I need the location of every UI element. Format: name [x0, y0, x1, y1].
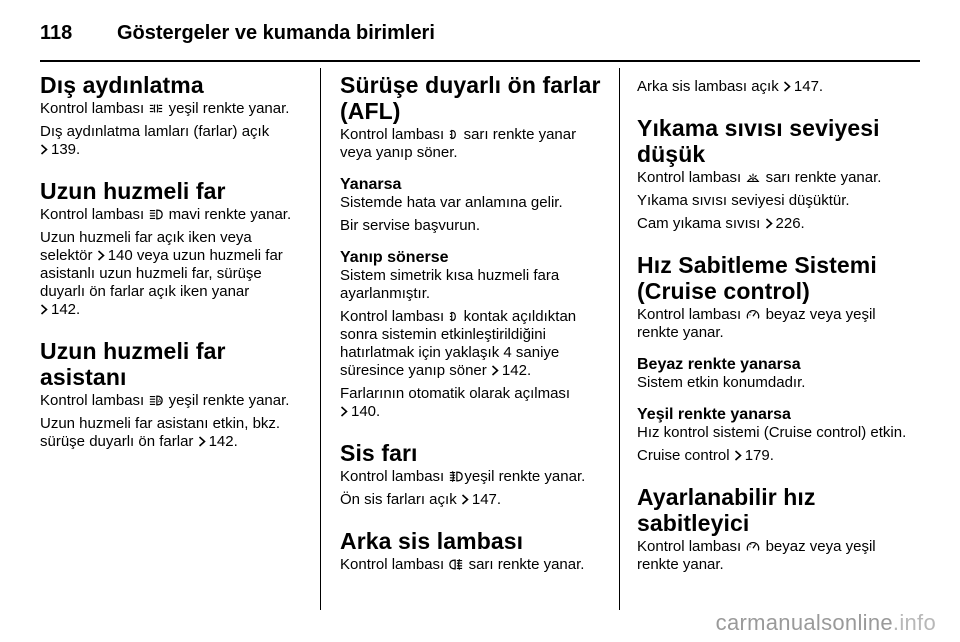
page-reference-arrow-icon — [765, 218, 773, 229]
page-reference-arrow-icon — [783, 81, 791, 92]
page-reference-arrow-icon — [340, 406, 348, 417]
section-heading: Uzun huzmeli far — [40, 178, 226, 204]
page-reference-arrow-icon — [40, 144, 48, 155]
column-1 — [40, 72, 308, 456]
paragraph: Sistem simetrik kısa huzmeli fara ayarlanmıştır. — [340, 267, 560, 302]
washer-fluid-icon — [746, 171, 760, 184]
paragraph: Uzun huzmeli far asistanı etkin, bkz. sürüşe duyarlı ön farlar 142. — [40, 415, 281, 450]
paragraph: Bir servise başvurun. — [340, 217, 481, 234]
paragraph: Yıkama sıvısı seviyesi düşüktür. — [637, 192, 850, 209]
section-heading: Arka sis lambası — [340, 528, 524, 554]
rear-fog-light-icon — [449, 558, 463, 571]
page-reference-arrow-icon — [40, 304, 48, 315]
sub-heading: Beyaz renkte yanarsa — [637, 356, 801, 373]
section-cruise-control — [637, 252, 920, 465]
watermark: carmanualsonline.info — [715, 610, 936, 635]
afl-icon — [449, 128, 458, 141]
paragraph: Kontrol lambası yeşil renkte yanar. — [40, 100, 290, 117]
paragraph: Kontrol lambası sarı renkte yanar. — [340, 556, 585, 573]
sub-heading: Yanarsa — [340, 176, 402, 193]
paragraph: Cruise control 179. — [637, 447, 774, 464]
section-heading: Yıkama sıvısı seviyesi düşük — [637, 115, 880, 167]
page-reference-arrow-icon — [461, 494, 469, 505]
high-beam-assist-icon — [149, 394, 163, 407]
paragraph: Kontrol lambası beyaz veya yeşil renkte yanar. — [637, 306, 876, 341]
page-reference-arrow-icon — [97, 250, 105, 261]
section-washer-fluid — [637, 115, 920, 233]
section-high-beam — [40, 178, 308, 319]
sub-heading: Yanıp sönerse — [340, 249, 449, 266]
paragraph: Kontrol lambası beyaz veya yeşil renkte yanar. — [637, 538, 876, 573]
column-divider — [320, 68, 321, 610]
section-heading: Ayarlanabilir hız sabitleyici — [637, 484, 816, 536]
paragraph: Kontrol lambası kontak açıldıktan sonra sistemin etkinleştirildiğini hatırlatmak için yaklaşık 4 saniye süresince yanıp söner 142. — [340, 308, 577, 379]
section-heading: Uzun huzmeli far asistanı — [40, 338, 226, 390]
paragraph: Kontrol lambası sarı renkte yanar. — [637, 169, 882, 186]
high-beam-icon — [149, 208, 163, 221]
column-3 — [637, 72, 920, 579]
section-rear-fog — [340, 528, 608, 574]
paragraph: Kontrol lambası yeşil renkte yanar. — [40, 392, 290, 409]
paragraph: Kontrol lambası sarı renkte yanar veya yanıp söner. — [340, 126, 577, 161]
chapter-title: Göstergeler ve kumanda birimleri — [117, 22, 435, 44]
paragraph: Hız kontrol sistemi (Cruise control) etkin. — [637, 424, 907, 441]
sub-heading: Yeşil renkte yanarsa — [637, 406, 791, 423]
paragraph: Kontrol lambası yeşil renkte yanar. — [340, 468, 586, 485]
front-fog-light-icon — [449, 470, 463, 483]
paragraph: Ön sis farları açık 147. — [340, 491, 502, 508]
column-divider — [619, 68, 620, 610]
paragraph: Kontrol lambası mavi renkte yanar. — [40, 206, 292, 223]
page-reference-arrow-icon — [734, 450, 742, 461]
paragraph: Sistemde hata var anlamına gelir. — [340, 194, 563, 211]
cruise-control-icon — [746, 308, 760, 321]
section-exterior-lighting — [40, 72, 308, 159]
page-number: 118 — [40, 22, 73, 44]
cruise-control-icon — [746, 540, 760, 553]
header-rule — [40, 60, 920, 62]
paragraph: Cam yıkama sıvısı 226. — [637, 215, 805, 232]
paragraph: Arka sis lambası açık 147. — [637, 78, 824, 95]
paragraph: Sistem etkin konumdadır. — [637, 374, 806, 391]
section-afl — [340, 72, 608, 421]
section-heading: Dış aydınlatma — [40, 72, 204, 98]
section-front-fog — [340, 440, 608, 509]
page-reference-arrow-icon — [491, 365, 499, 376]
column-2 — [340, 72, 608, 579]
section-high-beam-assist — [40, 338, 308, 451]
section-heading: Sürüşe duyarlı ön farlar (AFL) — [340, 72, 601, 124]
exterior-light-icon — [149, 102, 163, 115]
page-reference-arrow-icon — [198, 436, 206, 447]
afl-icon — [449, 310, 458, 323]
section-heading: Hız Sabitleme Sistemi (Cruise control) — [637, 252, 877, 304]
section-adjustable-speed-limiter — [637, 484, 920, 574]
paragraph: Farlarının otomatik olarak açılması 140. — [340, 385, 571, 420]
section-heading: Sis farı — [340, 440, 418, 466]
page-header — [40, 10, 920, 50]
paragraph: Uzun huzmeli far açık iken veya selektör 140 veya uzun huzmeli far asistanlı uzun huzmeli far, sürüşe duyarlı ön farlar açık iken yanar 142. — [40, 229, 283, 318]
paragraph: Dış aydınlatma lamları (farlar) açık 139. — [40, 123, 270, 158]
